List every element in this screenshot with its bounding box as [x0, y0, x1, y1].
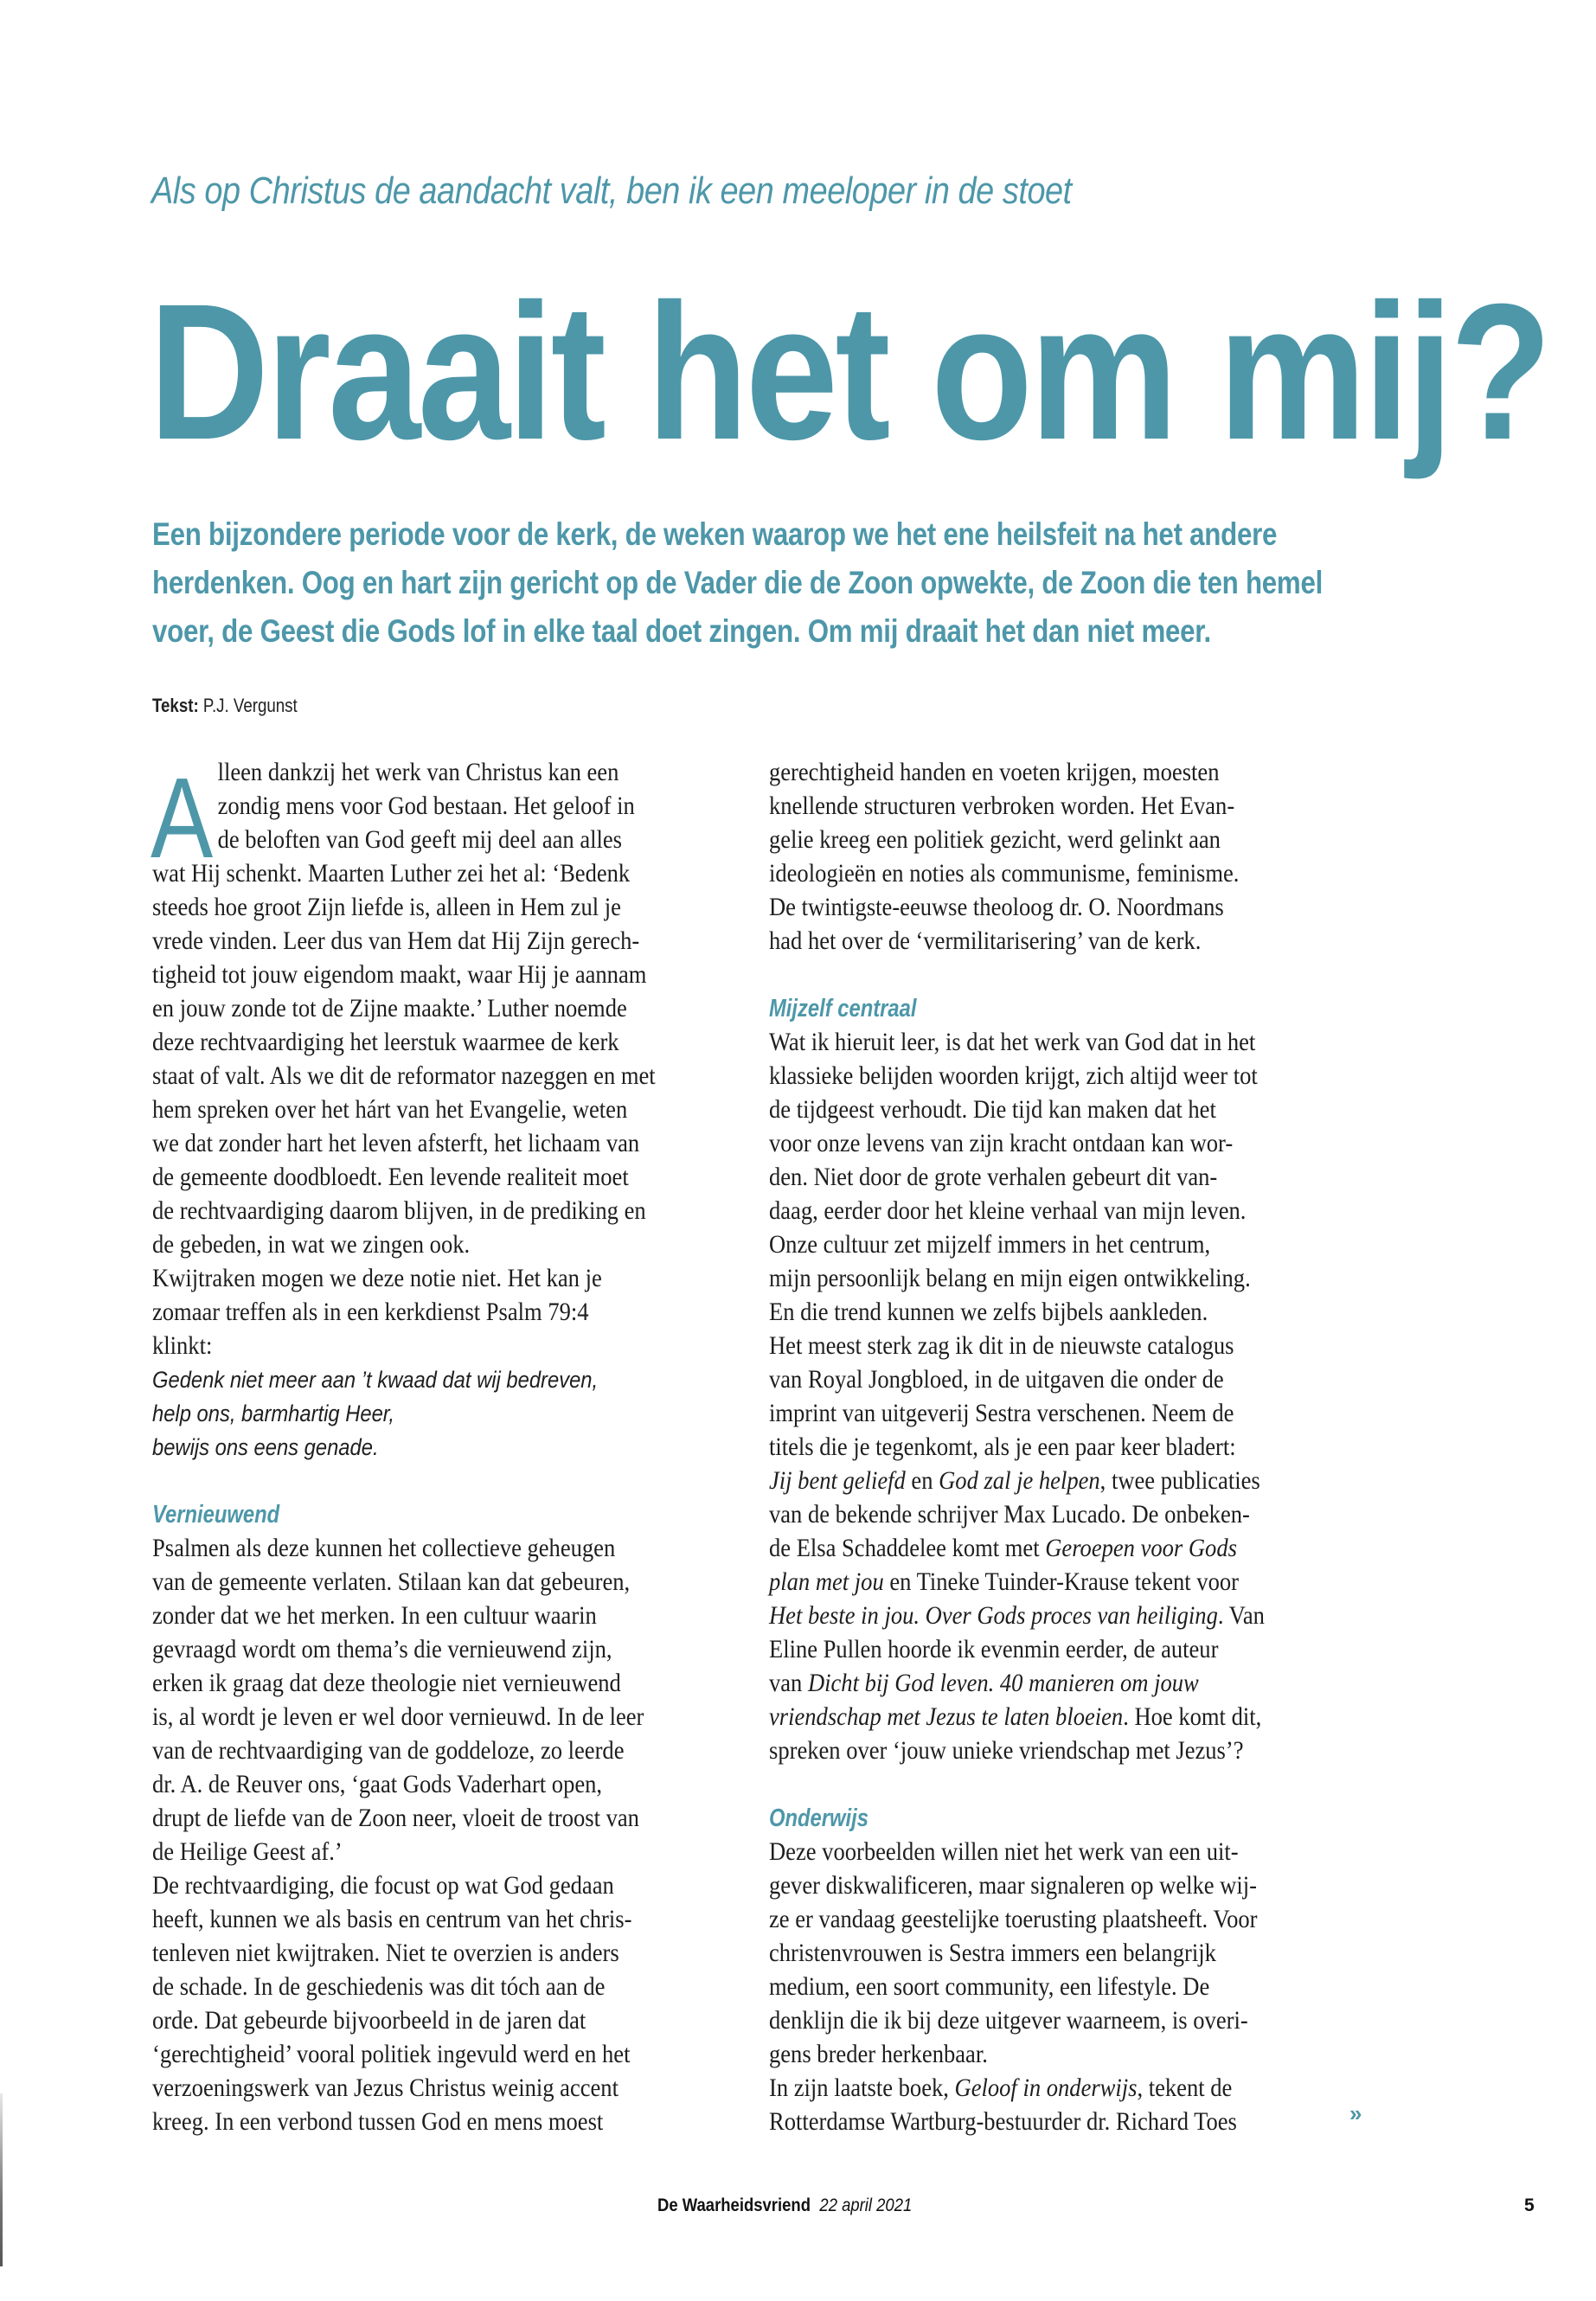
lead-line: herdenken. Oog en hart zijn gericht op de Vader die de Zoon opwekte, de Zoon die ten hemel — [152, 565, 1324, 600]
text-line: zomaar treffen als in een kerkdienst Psalm 79:4 — [152, 1298, 589, 1326]
text-line: Wat ik hieruit leer, is dat het werk van God dat in het — [769, 1029, 1256, 1056]
section-mijzelf-titles — [769, 1465, 1375, 1768]
text-line — [769, 1566, 1314, 1599]
text-line: de gemeente doodbloedt. Een levende realiteit moet — [152, 1163, 629, 1191]
text-line: de schade. In de geschiedenis was dit tóch aan de — [152, 1973, 606, 2001]
text-line: steeds hoe groot Zijn liefde is, alleen in Hem zul je — [152, 894, 621, 921]
text-line: en jouw zonde tot de Zijne maakte.’ Luther noemde — [152, 995, 627, 1022]
text-fragment: van — [769, 1670, 808, 1697]
text-line: De rechtvaardiging, die focust op wat God gedaan — [152, 1872, 614, 1900]
book-title: Het beste in jou. Over Gods proces van heiliging — [769, 1602, 1218, 1630]
text-fragment: . Hoe komt dit, — [1123, 1703, 1262, 1731]
text-line: help ons, barmhartig Heer, — [152, 1400, 395, 1426]
section-onderwijs-body — [769, 1836, 1375, 2072]
text-line: Deze voorbeelden willen niet het werk van een uit- — [769, 1838, 1239, 1866]
text-line: gerechtigheid handen en voeten krijgen, moesten — [769, 759, 1220, 786]
text-line: de rechtvaardiging daarom blijven, in de prediking en — [152, 1197, 646, 1225]
text-line: gever diskwalificeren, maar signaleren op welke wij- — [769, 1872, 1257, 1900]
publication-name: De Waarheidsvriend — [657, 2195, 811, 2215]
drop-cap: A — [151, 754, 214, 881]
text-line: zonder dat we het merken. In een cultuur waarin — [152, 1602, 597, 1630]
article-kicker: Als op Christus de aandacht valt, ben ik een meeloper in de stoet — [151, 170, 1072, 212]
text-line: van de rechtvaardiging van de goddeloze, zo leerde — [152, 1737, 625, 1765]
text-line: we dat zonder hart het leven afsterft, het lichaam van — [152, 1130, 640, 1157]
page-number: 5 — [1524, 2195, 1535, 2215]
text-fragment: en — [905, 1467, 939, 1495]
subhead-mijzelf-centraal: Mijzelf centraal — [769, 995, 917, 1022]
article-headline: Draait het om mij? — [149, 264, 1549, 480]
text-line: de gebeden, in wat we zingen ook. — [152, 1231, 471, 1259]
article-column-left — [152, 756, 758, 2139]
text-line: de tijdgeest verhoudt. Die tijd kan maken dat het — [769, 1096, 1216, 1124]
text-fragment: de Elsa Schaddelee komt met — [769, 1535, 1046, 1562]
page-edge-shadow — [0, 2093, 3, 2266]
text-line: tigheid tot jouw eigendom maakt, waar Hij je aannam — [152, 961, 647, 989]
text-line: heeft, kunnen we als basis en centrum van het chris- — [152, 1906, 632, 1933]
text-line: drupt de liefde van de Zoon neer, vloeit de troost van — [152, 1804, 639, 1832]
text-line — [769, 1667, 1314, 1701]
right-body-lines — [769, 756, 1375, 958]
text-line: voor onze levens van zijn kracht ontdaan kan wor- — [769, 1130, 1234, 1157]
text-line: Psalmen als deze kunnen het collectieve geheugen — [152, 1535, 616, 1562]
text-line: daag, eerder door het kleine verhaal van mijn leven. — [769, 1197, 1247, 1225]
text-fragment: , twee publicaties — [1099, 1467, 1260, 1495]
text-line — [769, 1633, 1314, 1667]
text-line: dr. A. de Reuver ons, ‘gaat Gods Vaderhart open, — [152, 1771, 603, 1798]
text-line: Het meest sterk zag ik dit in de nieuwste catalogus — [769, 1332, 1234, 1360]
text-line: kreeg. In een verbond tussen God en mens moest — [152, 2108, 604, 2136]
book-title: Geloof in onderwijs — [954, 2074, 1138, 2102]
page-footer — [657, 2195, 912, 2216]
text-fragment: . Van — [1217, 1602, 1265, 1630]
text-line: gens breder herkenbaar. — [769, 2041, 988, 2068]
text-line: bewijs ons eens genade. — [152, 1434, 379, 1460]
text-line: medium, een soort community, een lifestyle. De — [769, 1973, 1210, 2001]
subhead-vernieuwend: Vernieuwend — [152, 1501, 280, 1529]
text-line: had het over de ‘vermilitarisering’ van de kerk. — [769, 927, 1202, 955]
text-line: erken ik graag dat deze theologie niet vernieuwend — [152, 1670, 621, 1697]
text-line: mijn persoonlijk belang en mijn eigen ontwikkeling. — [769, 1265, 1251, 1292]
text-fragment: , tekent de — [1137, 2074, 1233, 2102]
text-line: staat of valt. Als we dit de reformator nazeggen en met — [152, 1062, 656, 1090]
book-title: plan met jou — [769, 1568, 884, 1596]
text-line: denklijn die ik bij deze uitgever waarneem, is overi- — [769, 2007, 1248, 2035]
text-line: Onze cultuur zet mijzelf immers in het centrum, — [769, 1231, 1211, 1259]
text-line: Gedenk niet meer aan ’t kwaad dat wij bedreven, — [152, 1367, 599, 1393]
book-title: Geroepen voor Gods — [1045, 1535, 1237, 1562]
section-vernieuwend-body — [152, 1532, 758, 2139]
text-line: zondig mens voor God bestaan. Het geloof in — [217, 792, 635, 820]
book-title: Jij bent geliefd — [769, 1467, 906, 1495]
text-line: gelie kreeg een politiek gezicht, werd gelinkt aan — [769, 826, 1221, 854]
text-line: ‘gerechtigheid’ vooral politiek ingevuld werd en het — [152, 2041, 631, 2068]
section-onderwijs-last — [769, 2072, 1375, 2139]
subhead-onderwijs: Onderwijs — [769, 1804, 869, 1832]
section-mijzelf-body — [769, 1026, 1375, 1465]
text-line: van de gemeente verlaten. Stilaan kan dat gebeuren, — [152, 1568, 631, 1596]
book-title: God zal je helpen — [939, 1467, 1100, 1495]
text-line: den. Niet door de grote verhalen gebeurt dit van- — [769, 1163, 1218, 1191]
text-line — [769, 2072, 1314, 2106]
text-line: is, al wordt je leven er wel door vernieuwd. In de leer — [152, 1703, 644, 1731]
text-fragment: Eline Pullen hoorde ik evenmin eerder, de auteur — [769, 1636, 1219, 1663]
text-line: Kwijtraken mogen we deze notie niet. Het kan je — [152, 1265, 602, 1292]
article-lead — [152, 510, 1351, 656]
text-fragment: en Tineke Tuinder-Krause tekent voor — [883, 1568, 1239, 1596]
text-line: de beloften van God geeft mij deel aan alles — [217, 826, 622, 854]
text-fragment: van de bekende schrijver Max Lucado. De onbeken- — [769, 1501, 1250, 1529]
continue-arrow-icon: » — [1349, 2100, 1362, 2126]
text-line — [769, 2106, 1314, 2139]
text-line: lleen dankzij het werk van Christus kan een — [217, 759, 619, 786]
text-line: knellende structuren verbroken worden. Het Evan- — [769, 792, 1235, 820]
byline-label: Tekst: — [152, 695, 199, 716]
text-line: imprint van uitgeverij Sestra verschenen. Neem de — [769, 1400, 1234, 1427]
text-line: ideologieën en noties als communisme, feminisme. — [769, 860, 1240, 888]
text-line — [769, 1532, 1314, 1566]
psalm-quote — [152, 1363, 758, 1465]
text-line: deze rechtvaardiging het leerstuk waarmee de kerk — [152, 1029, 619, 1056]
left-body-lines — [152, 857, 758, 1363]
lead-line: voer, de Geest die Gods lof in elke taal doet zingen. Om mij draait het dan niet meer. — [152, 613, 1211, 649]
text-line: ze er vandaag geestelijke toerusting plaatsheeft. Voor — [769, 1906, 1258, 1933]
text-line: gevraagd wordt om thema’s die vernieuwend zijn, — [152, 1636, 612, 1663]
issue-date: 22 april 2021 — [819, 2195, 913, 2215]
text-line: van Royal Jongbloed, in de uitgaven die onder de — [769, 1366, 1224, 1394]
text-line: tenleven niet kwijtraken. Niet te overzien is anders — [152, 1939, 619, 1967]
text-fragment: Rotterdamse Wartburg-bestuurder dr. Richard Toes — [769, 2108, 1237, 2136]
text-line: En die trend kunnen we zelfs bijbels aankleden. — [769, 1298, 1208, 1326]
byline-author: P.J. Vergunst — [202, 695, 298, 716]
lead-line: Een bijzondere periode voor de kerk, de weken waarop we het ene heilsfeit na het andere — [152, 516, 1278, 552]
article-column-right — [769, 756, 1375, 2139]
text-line — [769, 1599, 1314, 1633]
text-line — [769, 1734, 1314, 1768]
book-title: Dicht bij God leven. 40 manieren om jouw — [807, 1670, 1199, 1697]
text-fragment: In zijn laatste boek, — [769, 2074, 955, 2102]
text-line: vrede vinden. Leer dus van Hem dat Hij Zijn gerech- — [152, 927, 640, 955]
text-fragment: spreken over ‘jouw unieke vriendschap met Jezus’? — [769, 1737, 1244, 1765]
text-line: klassieke belijden woorden krijgt, zich altijd weer tot — [769, 1062, 1258, 1090]
text-line: klinkt: — [152, 1332, 213, 1360]
text-line: de Heilige Geest af.’ — [152, 1838, 343, 1866]
text-line — [769, 1465, 1314, 1498]
text-line: christenvrouwen is Sestra immers een belangrijk — [769, 1939, 1216, 1967]
text-line: verzoeningswerk van Jezus Christus weinig accent — [152, 2074, 619, 2102]
text-line: titels die je tegenkomt, als je een paar keer bladert: — [769, 1433, 1236, 1461]
text-line: wat Hij schenkt. Maarten Luther zei het al: ‘Bedenk — [152, 860, 631, 888]
byline — [152, 695, 298, 717]
text-line — [769, 1498, 1314, 1532]
text-line: hem spreken over het hárt van het Evangelie, weten — [152, 1096, 628, 1124]
text-line — [769, 1701, 1314, 1734]
text-line: De twintigste-eeuwse theoloog dr. O. Noordmans — [769, 894, 1224, 921]
book-title: vriendschap met Jezus te laten bloeien — [769, 1703, 1124, 1731]
text-line: orde. Dat gebeurde bijvoorbeeld in de jaren dat — [152, 2007, 586, 2035]
